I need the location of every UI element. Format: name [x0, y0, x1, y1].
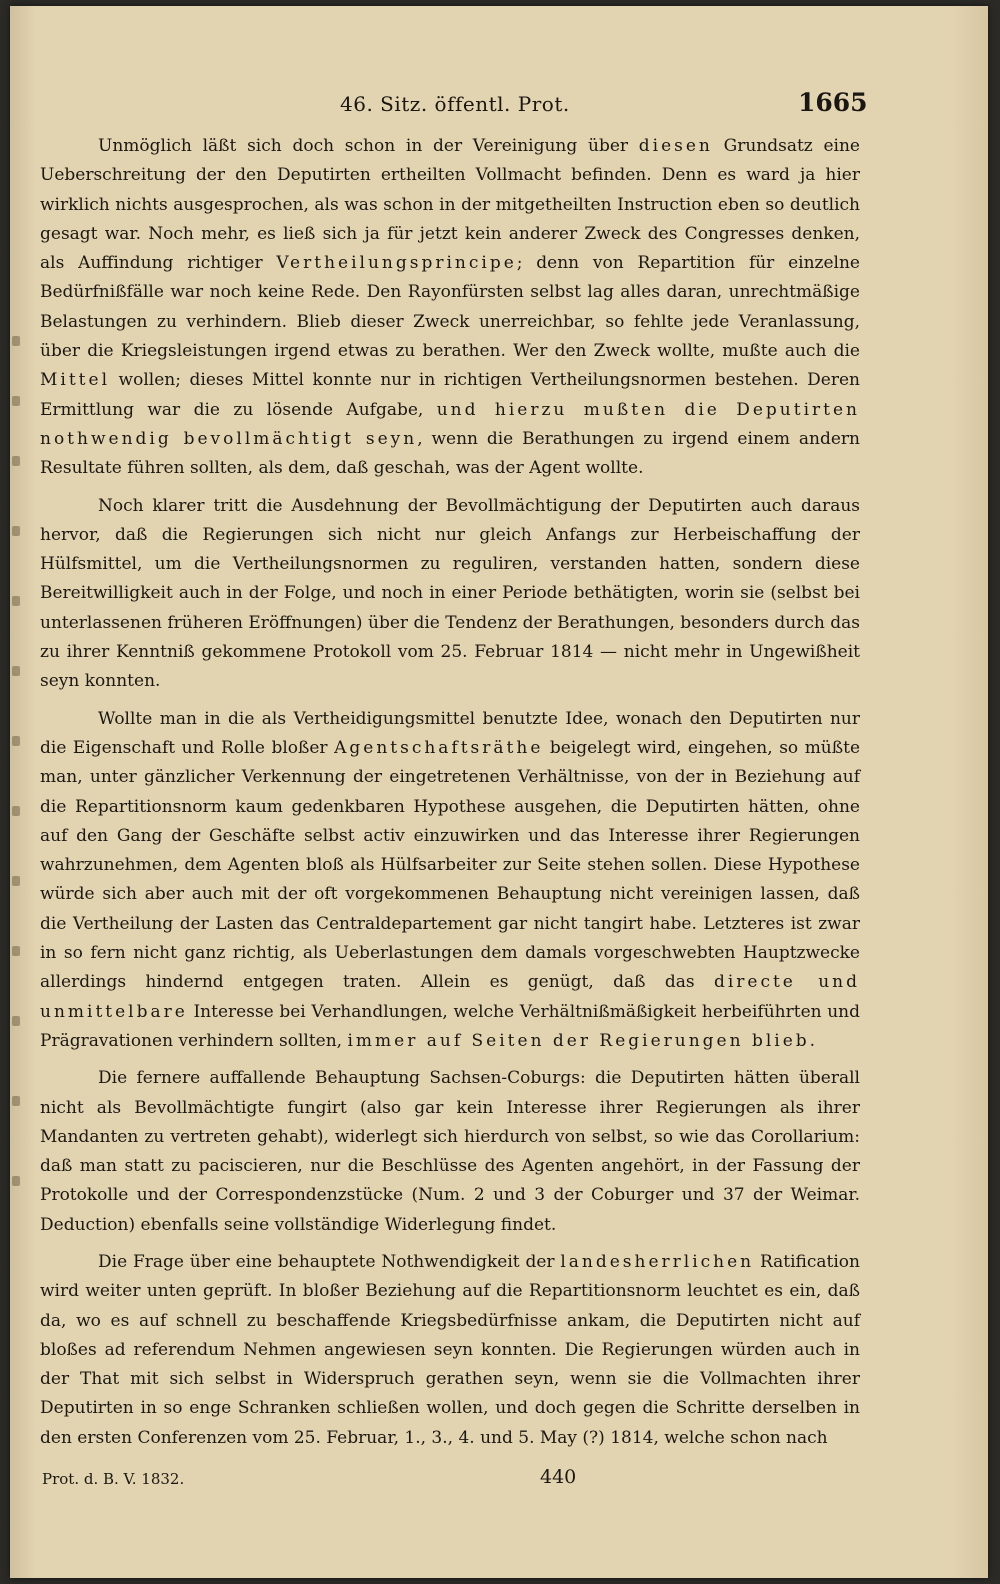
paragraph [40, 132, 860, 484]
spaced-emphasis: Vertheilungsprincipe [276, 253, 517, 274]
paragraph [40, 705, 860, 1057]
text-run: Ratification wird weiter unten geprüft. In bloßer Beziehung auf die Repartitionsnorm leuchtet es ein, daß da, wo es auf schnell zu beschaffende Kriegsbedürfnisse ankam, die Deputirten nicht auf bloßes ad referendum Nehmen angewiesen seyn konnten. Die Regierungen würden auch in der That mit sich selbst in Widerspruch gerathen seyn, wenn sie die Vollmachten ihrer Deputirten in so enge Schranken schließen wollen, und doch gegen die Schritte derselben in den ersten Conferenzen vom 25. Februar, 1., 3., 4. und 5. May (?) 1814, welche schon nach [40, 1251, 860, 1448]
spaced-emphasis: und hierzu mußten die Deputirten nothwendig bevollmächtigt seyn [40, 399, 860, 449]
spaced-emphasis: diesen [638, 136, 713, 156]
spaced-emphasis: directe und unmittelbare [40, 972, 860, 1022]
paragraph [40, 1064, 860, 1240]
text-run: Unmöglich läßt sich doch schon in der Vereinigung über [98, 136, 639, 156]
footer-signature: Prot. d. B. V. 1832. [42, 1470, 185, 1488]
text-run: Noch klarer tritt die Ausdehnung der Bevollmächtigung der Deputirten auch daraus hervor, daß die Regierungen sich nicht nur gleich Anfangs zur Herbeischaffung der Hülfsmittel, um die Vertheilungsnormen zu reguliren, verstanden hatten, sondern diese Bereitwilligkeit auch in der Folge, und noch in einer Periode bethätigten, worin sie (selbst bei unterlassenen früheren Eröffnungen) über die Tendenz der Berathungen, besonders durch das zu ihrer Kenntniß gekommene Protokoll vom 25. Februar 1814 — nicht mehr in Ungewißheit seyn konnten. [40, 495, 860, 692]
page-header [10, 88, 988, 124]
text-run: Wollte man in die als Vertheidigungsmittel benutzte Idee, wonach den Deputirten nur die Eigenschaft und Rolle bloßer [40, 708, 860, 758]
text-run: beigelegt wird, eingehen, so müßte man, unter gänzlicher Verkennung der eingetretenen Verhältnisse, von der in Beziehung auf die Repartitionsnorm kaum gedenkbaren Hypothese ausgehen, die Deputirten hätten, ohne auf den Gang der Geschäfte selbst activ einzuwirken und das Interesse ihrer Regierungen wahrzunehmen, dem Agenten bloß als Hülfsarbeiter zur Seite stehen sollen. Diese Hypothese würde sich aber auch mit der oft vorgekommenen Behauptung nicht vereinigen lassen, daß die Vertheilung der Lasten das Centraldepartement gar nicht tangirt habe. Letzteres ist zwar in so fern nicht ganz richtig, als Ueberlastungen dem damals vorgeschwebten Hauptzwecke allerdings hindernd entgegen traten. Allein es genügt, daß das [40, 737, 861, 993]
text-run: Grundsatz eine Ueberschreitung der den Deputirten ertheilten Vollmacht befinden. Denn es ward ja hier wirklich nichts ausgesprochen, als was schon in der mitgetheilten Instruction eben so deutlich gesagt war. Noch mehr, es ließ sich ja für jetzt kein anderer Zweck des Congresses denken, als Auffindung richtiger [40, 136, 860, 274]
text-run: ; denn von Repartition für einzelne Bedürfnißfälle war noch keine Rede. Den Rayonfürsten selbst lag alles daran, unrechtmäßige Belastungen zu verhindern. Blieb dieser Zweck unerreichbar, so fehlte jede Veranlassung, über die Kriegsleistungen irgend etwas zu berathen. Wer den Zweck wollte, mußte auch die [40, 253, 860, 362]
spaced-emphasis: immer auf Seiten der Regierungen blieb [347, 1030, 810, 1051]
paragraph [40, 492, 860, 697]
binding-margin-marks [10, 336, 32, 1236]
paragraph [40, 1248, 860, 1453]
text-run: Die Frage über eine behauptete Nothwendigkeit der [98, 1251, 561, 1272]
spaced-emphasis: Mittel [40, 370, 111, 391]
text-run: Interesse bei Verhandlungen, welche Verhältnißmäßigkeit herbeiführten und Prägravationen verhindern sollten, [40, 1001, 860, 1051]
spaced-emphasis: landesherrlichen [560, 1251, 755, 1272]
running-title: 46. Sitz. öffentl. Prot. [340, 92, 570, 116]
text-run: wollen; dieses Mittel konnte nur in richtigen Vertheilungsnormen bestehen. Deren Ermittlung war die zu lösende Aufgabe, [40, 370, 860, 420]
page-footer [10, 1466, 988, 1496]
text-run: Die fernere auffallende Behauptung Sachsen-Coburgs: die Deputirten hätten überall nicht als Bevollmächtigte fungirt (also gar kein Interesse ihrer Regierungen als ihrer Mandanten zu vertreten gehabt), widerlegt sich hierdurch von selbst, so wie das Corollarium: daß man statt zu paciscieren, nur die Beschlüsse des Agenten angehört, in der Fassung der Protokolle und der Correspondenzstücke (Num. 2 und 3 der Coburger und 37 der Weimar. Deduction) ebenfalls seine vollständige Widerlegung findet. [40, 1068, 860, 1235]
spaced-emphasis: Agentschaftsräthe [334, 737, 544, 758]
footer-sheet-number: 440 [540, 1466, 577, 1488]
page-number: 1665 [798, 88, 868, 117]
body-text [40, 132, 860, 1453]
text-run: , wenn die Berathungen zu irgend einem andern Resultate führen sollten, als dem, daß geschah, was der Agent wollte. [40, 428, 860, 479]
document-page [10, 6, 988, 1578]
text-run: . [809, 1030, 816, 1051]
